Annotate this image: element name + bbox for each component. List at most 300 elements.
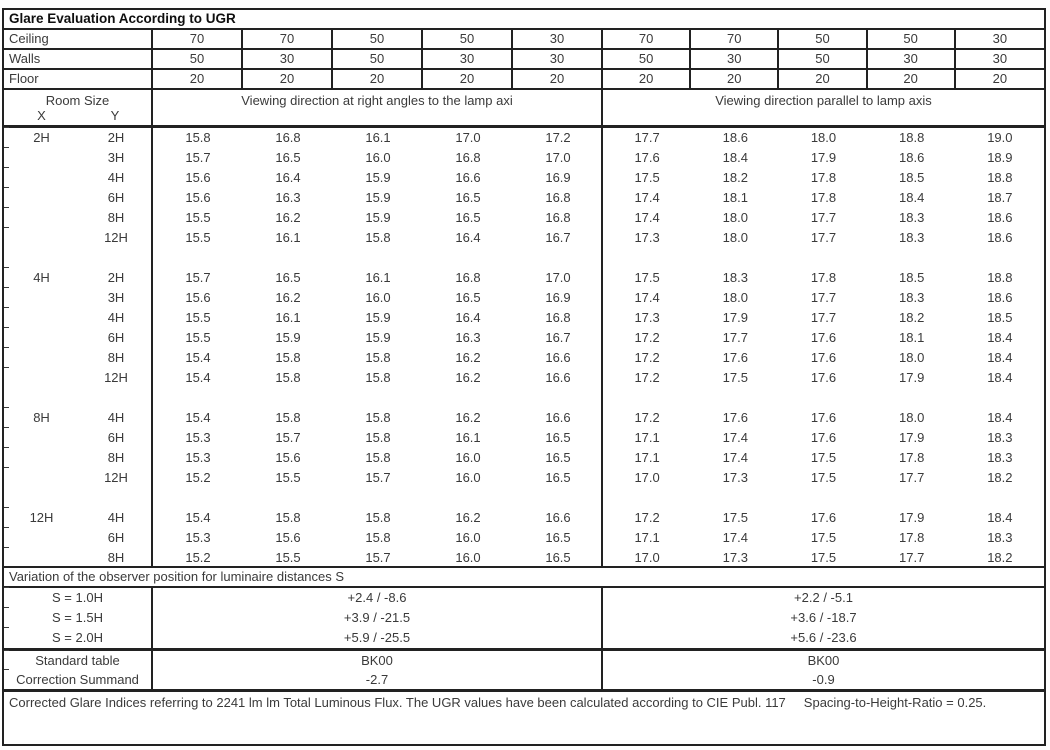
ugr-value: 17.5 — [722, 510, 748, 525]
row-values — [153, 308, 1044, 328]
ugr-value: 15.5 — [275, 470, 301, 485]
ugr-value: 15.8 — [275, 410, 301, 425]
ugr-value: 15.3 — [185, 430, 211, 445]
ugr-value: 17.6 — [634, 150, 660, 165]
surface-value: 30 — [691, 50, 779, 68]
ugr-value: 16.2 — [455, 410, 481, 425]
ugr-value: 16.0 — [455, 450, 481, 465]
row-values — [153, 368, 1044, 388]
table-row — [4, 408, 1044, 428]
table-row — [4, 448, 1044, 468]
ugr-value: 15.4 — [185, 370, 211, 385]
y-value: 8H — [107, 450, 125, 465]
ugr-value: 15.6 — [185, 170, 211, 185]
surface-value: 20 — [603, 70, 691, 88]
ugr-value: 16.7 — [545, 330, 571, 345]
ugr-value: 17.5 — [634, 170, 660, 185]
ugr-value: 16.5 — [545, 470, 571, 485]
ugr-value: 16.1 — [275, 230, 301, 245]
surface-value: 20 — [992, 71, 1008, 86]
ugr-value: 15.4 — [185, 410, 211, 425]
ugr-value: 15.6 — [185, 290, 211, 305]
ugr-value: 18.4 — [987, 350, 1013, 365]
row-values — [153, 188, 1044, 208]
room-blocks — [4, 128, 1044, 568]
ugr-value: 15.5 — [185, 330, 211, 345]
ugr-value: 15.8 — [275, 370, 301, 385]
ugr-value: 18.4 — [987, 410, 1013, 425]
ugr-value: 17.7 — [810, 290, 837, 305]
ugr-value: 15.8 — [275, 350, 301, 365]
surface-value: 70 — [691, 30, 779, 48]
ugr-value: 17.8 — [899, 530, 925, 545]
ugr-value: 16.1 — [455, 430, 481, 445]
ugr-value: 18.8 — [987, 270, 1013, 285]
surface-value: 50 — [333, 30, 423, 48]
surface-value: 30 — [992, 31, 1008, 46]
ugr-value: 17.3 — [722, 550, 748, 565]
ugr-value: 15.2 — [185, 470, 211, 485]
ugr-value: 16.9 — [545, 170, 571, 185]
ugr-value: 16.5 — [545, 450, 571, 465]
surface-label: Ceiling — [4, 30, 153, 48]
variation-right-angles-value: +5.9 / -25.5 — [153, 628, 603, 648]
ugr-value: 16.6 — [545, 510, 571, 525]
row-values — [153, 228, 1044, 248]
summary-parallel-value: BK00 — [807, 653, 840, 668]
ugr-value: 16.5 — [275, 150, 301, 165]
ugr-value: 17.6 — [810, 410, 837, 425]
ugr-value: 18.3 — [987, 530, 1013, 545]
ugr-value: 18.4 — [987, 510, 1013, 525]
y-value: 12H — [104, 470, 128, 485]
ugr-value: 17.9 — [899, 430, 925, 445]
surface-value: 30 — [868, 50, 956, 68]
y-value: 4H — [107, 310, 125, 325]
ugr-value: 17.3 — [634, 230, 660, 245]
ugr-value: 18.0 — [899, 350, 925, 365]
ugr-value: 18.8 — [987, 170, 1013, 185]
room-size-block — [4, 268, 1044, 388]
row-values — [153, 428, 1044, 448]
summary-parallel-value: -0.9 — [812, 672, 835, 687]
ugr-value: 15.3 — [185, 450, 211, 465]
surface-value: 50 — [779, 30, 867, 48]
ugr-value: 15.8 — [365, 530, 391, 545]
ugr-value: 16.5 — [275, 270, 301, 285]
ugr-table — [2, 8, 1046, 746]
ugr-value: 16.6 — [545, 370, 571, 385]
ugr-value: 17.2 — [634, 330, 660, 345]
ugr-value: 17.7 — [810, 230, 837, 245]
ugr-value: 18.5 — [987, 310, 1013, 325]
variation-parallel-value: +5.6 / -23.6 — [790, 630, 857, 645]
surface-values — [153, 50, 1044, 68]
ugr-value: 16.3 — [455, 330, 481, 345]
ugr-value: 16.5 — [545, 430, 571, 445]
ugr-value: 18.6 — [987, 210, 1013, 225]
ugr-value: 17.7 — [899, 550, 925, 565]
ugr-value: 18.5 — [899, 270, 925, 285]
ugr-value: 17.9 — [722, 310, 748, 325]
ugr-value: 17.5 — [810, 530, 837, 545]
y-value: 2H — [107, 270, 125, 285]
xy-labels — [4, 107, 151, 124]
ugr-value: 15.2 — [185, 550, 211, 565]
ugr-value: 17.6 — [810, 370, 837, 385]
ugr-value: 16.1 — [365, 270, 391, 285]
row-values — [153, 128, 1044, 148]
surface-value: 30 — [243, 50, 333, 68]
surface-value: 70 — [153, 30, 243, 48]
ugr-value: 18.0 — [722, 210, 748, 225]
ugr-value: 17.4 — [634, 210, 660, 225]
ugr-value: 18.6 — [722, 130, 748, 145]
ugr-value: 18.6 — [987, 290, 1013, 305]
ugr-value: 15.9 — [365, 310, 391, 325]
y-value: 6H — [107, 530, 125, 545]
ugr-value: 15.8 — [185, 130, 211, 145]
ugr-value: 17.6 — [810, 350, 837, 365]
ugr-value: 16.8 — [545, 190, 571, 205]
table-row — [4, 268, 1044, 288]
ugr-value: 18.5 — [899, 170, 925, 185]
ugr-value: 16.0 — [365, 150, 391, 165]
ugr-value: 18.3 — [899, 210, 925, 225]
x-value: 8H — [33, 410, 50, 425]
ugr-value: 15.7 — [275, 430, 301, 445]
row-values — [153, 168, 1044, 188]
ugr-value: 16.5 — [455, 290, 481, 305]
variation-row — [4, 608, 1044, 628]
surface-value: 50 — [868, 30, 956, 48]
ugr-value: 17.5 — [810, 450, 837, 465]
surface-value: 30 — [513, 30, 603, 48]
summary-label: Standard table — [4, 651, 153, 670]
ugr-value: 17.0 — [545, 150, 571, 165]
ugr-value: 17.9 — [899, 510, 925, 525]
ugr-value: 18.9 — [987, 150, 1013, 165]
table-title: Glare Evaluation According to UGR — [4, 10, 1044, 30]
summary-right-angles-value: BK00 — [153, 651, 603, 670]
surface-value: 50 — [333, 50, 423, 68]
ugr-value: 17.0 — [634, 470, 660, 485]
room-size-header — [4, 90, 153, 125]
ugr-value: 18.1 — [722, 190, 748, 205]
ugr-value: 17.8 — [810, 270, 837, 285]
ugr-value: 16.5 — [545, 550, 571, 565]
ugr-value: 15.3 — [185, 530, 211, 545]
viewing-right-angles-header: Viewing direction at right angles to the lamp axi — [153, 90, 603, 125]
ugr-value: 16.9 — [545, 290, 571, 305]
summary-block — [4, 651, 1044, 692]
ugr-value: 18.7 — [987, 190, 1013, 205]
ugr-value: 17.6 — [810, 430, 837, 445]
ugr-value: 18.6 — [987, 230, 1013, 245]
y-value: 6H — [107, 430, 125, 445]
surface-value: 20 — [333, 70, 423, 88]
ugr-value: 18.2 — [722, 170, 748, 185]
ugr-value: 16.5 — [455, 210, 481, 225]
room-size-block — [4, 128, 1044, 248]
ugr-value: 15.6 — [275, 450, 301, 465]
ugr-value: 15.4 — [185, 350, 211, 365]
ugr-value: 17.6 — [722, 410, 748, 425]
spacing-label: S = 1.0H — [4, 588, 153, 608]
ugr-value: 18.0 — [722, 290, 748, 305]
footer-ratio-text: Spacing-to-Height-Ratio = 0.25. — [803, 695, 987, 710]
ugr-value: 17.0 — [634, 550, 660, 565]
ugr-value: 16.4 — [275, 170, 301, 185]
row-values — [153, 288, 1044, 308]
surface-label: Floor — [4, 70, 153, 88]
variation-block — [4, 588, 1044, 651]
row-values — [153, 528, 1044, 548]
ugr-value: 16.8 — [455, 150, 481, 165]
y-column-label: Y — [110, 108, 120, 123]
ugr-value: 18.4 — [987, 330, 1013, 345]
ugr-value: 18.8 — [899, 130, 925, 145]
row-values — [153, 208, 1044, 228]
ugr-value: 17.6 — [810, 330, 837, 345]
row-values — [153, 448, 1044, 468]
ugr-value: 15.5 — [185, 210, 211, 225]
surface-value: 20 — [779, 70, 867, 88]
ugr-value: 17.9 — [810, 150, 837, 165]
variation-parallel-value: +2.2 / -5.1 — [794, 590, 853, 605]
surface-label: Walls — [4, 50, 153, 68]
ugr-value: 17.4 — [634, 290, 660, 305]
ugr-value: 15.5 — [275, 550, 301, 565]
ugr-value: 16.4 — [455, 230, 481, 245]
y-value: 8H — [107, 210, 125, 225]
ugr-value: 16.5 — [545, 530, 571, 545]
surface-value: 30 — [513, 50, 603, 68]
ugr-value: 17.8 — [810, 170, 837, 185]
ugr-value: 15.8 — [275, 510, 301, 525]
surface-row — [4, 70, 1044, 90]
ugr-value: 15.6 — [185, 190, 211, 205]
surface-value: 20 — [691, 70, 779, 88]
ugr-value: 18.0 — [722, 230, 748, 245]
ugr-value: 15.7 — [365, 550, 391, 565]
table-row — [4, 328, 1044, 348]
ugr-value: 17.2 — [545, 130, 571, 145]
ugr-value: 16.0 — [455, 550, 481, 565]
ugr-value: 18.3 — [987, 430, 1013, 445]
ugr-value: 18.0 — [899, 410, 925, 425]
ugr-value: 15.7 — [185, 270, 211, 285]
ugr-value: 17.0 — [455, 130, 481, 145]
row-values — [153, 408, 1044, 428]
table-row — [4, 528, 1044, 548]
surface-row — [4, 50, 1044, 70]
ugr-value: 15.5 — [185, 310, 211, 325]
ugr-value: 17.6 — [810, 510, 837, 525]
column-header-row — [4, 90, 1044, 128]
y-value: 8H — [107, 550, 125, 565]
variation-title: Variation of the observer position for luminaire distances S — [4, 568, 1044, 588]
ugr-value: 18.2 — [987, 470, 1013, 485]
ugr-value: 18.3 — [722, 270, 748, 285]
ugr-value: 17.1 — [634, 530, 660, 545]
x-column-label: X — [37, 108, 46, 123]
table-row — [4, 368, 1044, 388]
x-value: 12H — [29, 510, 54, 525]
surface-value: 50 — [779, 50, 867, 68]
ugr-value: 16.1 — [365, 130, 391, 145]
ugr-value: 16.0 — [365, 290, 391, 305]
x-value: 4H — [33, 270, 50, 285]
y-value: 8H — [107, 350, 125, 365]
summary-row — [4, 651, 1044, 670]
ugr-value: 15.8 — [365, 450, 391, 465]
ugr-value: 17.9 — [899, 370, 925, 385]
row-values — [153, 148, 1044, 168]
summary-row — [4, 670, 1044, 689]
ugr-value: 16.3 — [275, 190, 301, 205]
ugr-value: 16.2 — [455, 350, 481, 365]
ugr-value: 17.5 — [634, 270, 660, 285]
ugr-value: 18.0 — [810, 130, 837, 145]
surface-values — [153, 30, 1044, 48]
table-row — [4, 308, 1044, 328]
y-value: 4H — [107, 170, 125, 185]
ugr-value: 16.0 — [455, 530, 481, 545]
y-value: 4H — [107, 510, 125, 525]
ugr-value: 15.9 — [275, 330, 301, 345]
ugr-value: 16.7 — [545, 230, 571, 245]
row-values — [153, 468, 1044, 488]
surface-values — [153, 70, 1044, 88]
ugr-value: 17.1 — [634, 450, 660, 465]
ugr-value: 16.5 — [455, 190, 481, 205]
ugr-value: 17.3 — [722, 470, 748, 485]
ugr-value: 16.6 — [545, 350, 571, 365]
ugr-value: 17.7 — [722, 330, 748, 345]
y-value: 2H — [107, 130, 125, 145]
row-values — [153, 548, 1044, 568]
ugr-value: 15.8 — [365, 410, 391, 425]
variation-right-angles-value: +3.9 / -21.5 — [153, 608, 603, 628]
variation-row — [4, 588, 1044, 608]
x-value: 2H — [33, 130, 50, 145]
surface-value: 20 — [423, 70, 513, 88]
ugr-value: 16.8 — [455, 270, 481, 285]
spacing-label: S = 1.5H — [4, 608, 153, 628]
ugr-value: 18.2 — [987, 550, 1013, 565]
ugr-value: 17.4 — [722, 450, 748, 465]
ugr-value: 17.7 — [810, 210, 837, 225]
ugr-value: 18.4 — [722, 150, 748, 165]
ugr-value: 17.5 — [722, 370, 748, 385]
surface-value: 20 — [153, 70, 243, 88]
row-values — [153, 348, 1044, 368]
ugr-value: 15.9 — [365, 170, 391, 185]
summary-right-angles-value: -2.7 — [153, 670, 603, 689]
ugr-value: 18.4 — [899, 190, 925, 205]
y-value: 6H — [107, 330, 125, 345]
ugr-value: 16.2 — [455, 370, 481, 385]
room-size-block — [4, 408, 1044, 488]
footer-text: Corrected Glare Indices referring to 2241 lm lm Total Luminous Flux. The UGR values have been calculated according to CIE Publ. 117 — [9, 695, 786, 710]
block-rows — [4, 128, 1044, 248]
room-size-block — [4, 508, 1044, 568]
ugr-value: 17.2 — [634, 510, 660, 525]
ugr-value: 15.9 — [365, 330, 391, 345]
ugr-value: 19.0 — [987, 130, 1013, 145]
summary-label: Correction Summand — [4, 670, 153, 689]
surface-row — [4, 30, 1044, 50]
table-row — [4, 188, 1044, 208]
ugr-value: 17.7 — [810, 310, 837, 325]
ugr-value: 17.5 — [810, 470, 837, 485]
ugr-value: 15.8 — [365, 430, 391, 445]
ugr-value: 15.9 — [365, 210, 391, 225]
spacing-label: S = 2.0H — [4, 628, 153, 648]
ugr-value: 16.4 — [455, 310, 481, 325]
table-row — [4, 128, 1044, 148]
ugr-value: 18.6 — [899, 150, 925, 165]
ugr-value: 18.1 — [899, 330, 925, 345]
ugr-value: 16.1 — [275, 310, 301, 325]
y-value: 12H — [104, 230, 128, 245]
ugr-value: 15.7 — [365, 470, 391, 485]
ugr-value: 16.2 — [275, 290, 301, 305]
footer-note — [4, 692, 1044, 744]
ugr-value: 17.1 — [634, 430, 660, 445]
surface-value: 50 — [603, 50, 691, 68]
ugr-value: 16.6 — [455, 170, 481, 185]
row-values — [153, 328, 1044, 348]
surface-value: 50 — [153, 50, 243, 68]
table-row — [4, 348, 1044, 368]
variation-row — [4, 628, 1044, 648]
y-value: 3H — [107, 290, 125, 305]
surface-value: 30 — [423, 50, 513, 68]
ugr-value: 16.2 — [275, 210, 301, 225]
table-row — [4, 548, 1044, 568]
ugr-value: 15.4 — [185, 510, 211, 525]
ugr-value: 15.8 — [365, 230, 391, 245]
ugr-value: 16.8 — [275, 130, 301, 145]
ugr-value: 16.8 — [545, 210, 571, 225]
ugr-value: 18.3 — [899, 290, 925, 305]
ugr-value: 17.4 — [722, 530, 748, 545]
ugr-value: 17.2 — [634, 410, 660, 425]
ugr-value: 15.8 — [365, 510, 391, 525]
ugr-value: 15.7 — [185, 150, 211, 165]
surface-value: 30 — [992, 51, 1008, 66]
ugr-value: 18.2 — [899, 310, 925, 325]
ugr-value: 17.8 — [899, 450, 925, 465]
block-rows — [4, 408, 1044, 488]
ugr-value: 15.9 — [365, 190, 391, 205]
surface-value: 20 — [243, 70, 333, 88]
surface-value: 50 — [423, 30, 513, 48]
ugr-value: 15.6 — [275, 530, 301, 545]
ugr-value: 17.5 — [810, 550, 837, 565]
surface-value: 70 — [243, 30, 333, 48]
ugr-value: 15.8 — [365, 350, 391, 365]
ugr-value: 18.4 — [987, 370, 1013, 385]
ugr-value: 17.0 — [545, 270, 571, 285]
ugr-value: 17.2 — [634, 350, 660, 365]
ugr-value: 17.7 — [634, 130, 660, 145]
variation-right-angles-value: +2.4 / -8.6 — [153, 588, 603, 608]
ugr-value: 18.3 — [899, 230, 925, 245]
ugr-value: 15.8 — [365, 370, 391, 385]
